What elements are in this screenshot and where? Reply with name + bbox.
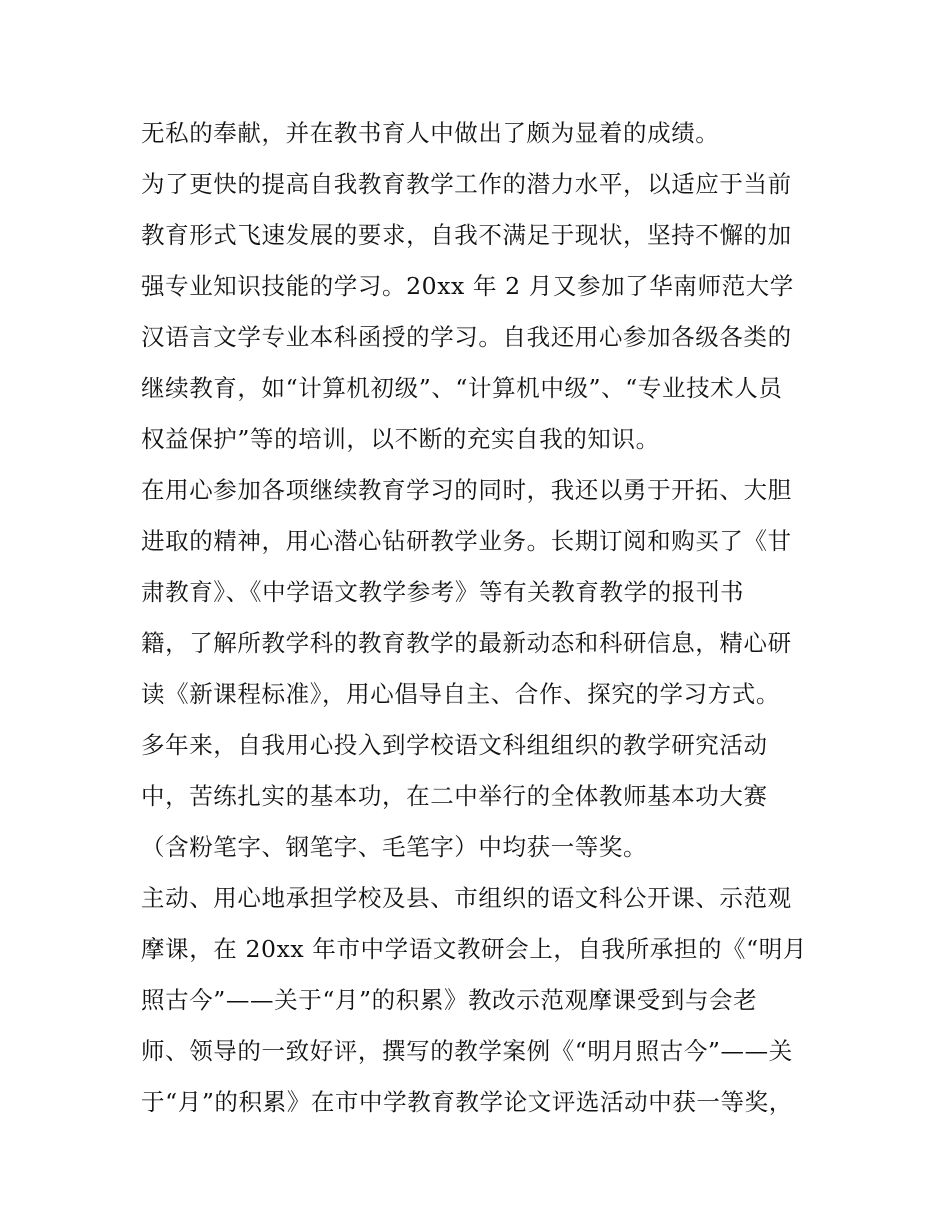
text-line: 权益保护”等的培训，以不断的充实自我的知识。: [141, 425, 660, 453]
text-line: 读《新课程标准》，用心倡导自主、合作、探究的学习方式。: [141, 680, 780, 708]
text-line: 于“月”的积累》在市中学教育教学论文评选活动中获一等奖，: [141, 1088, 793, 1116]
text-line: 无私的奉献，并在教书育人中做出了颇为显着的成绩。: [141, 119, 720, 147]
text-line: 在用心参加各项继续教育学习的同时，我还以勇于开拓、大胆: [141, 476, 792, 504]
text-line: 汉语言文学专业本科函授的学习。自我还用心参加各级各类的: [141, 323, 792, 351]
text-line: 主动、用心地承担学校及县、市组织的语文科公开课、示范观: [141, 884, 792, 912]
text-line: （含粉笔字、钢笔字、毛笔字）中均获一等奖。: [141, 833, 648, 861]
text-line: 强专业知识技能的学习。20xx 年 2 月又参加了华南师范大学: [141, 272, 794, 300]
text-line: 摩课，在 20xx 年市中学语文教研会上，自我所承担的《“明月: [141, 935, 807, 963]
text-line: 肃教育》、《中学语文教学参考》等有关教育教学的报刊书: [141, 578, 745, 606]
text-line: 照古今”——关于“月”的积累》教改示范观摩课受到与会老: [141, 986, 758, 1014]
text-line: 中，苦练扎实的基本功，在二中举行的全体教师基本功大赛: [141, 782, 768, 810]
body-text: [141, 108, 821, 1128]
text-line: 教育形式飞速发展的要求，自我不满足于现状，坚持不懈的加: [141, 221, 792, 249]
text-line: 籍，了解所教学科的教育教学的最新动态和科研信息，精心研: [141, 629, 792, 657]
text-line: 多年来，自我用心投入到学校语文科组组织的教学研究活动: [141, 731, 768, 759]
text-line: 继续教育，如“计算机初级”、“计算机中级”、“专业技术人员: [141, 374, 783, 402]
text-line: 师、领导的一致好评，撰写的教学案例《“明月照古今”——关: [141, 1037, 793, 1065]
text-line: 为了更快的提高自我教育教学工作的潜力水平，以适应于当前: [141, 170, 792, 198]
text-line: 进取的精神，用心潜心钻研教学业务。长期订阅和购买了《甘: [141, 527, 792, 555]
